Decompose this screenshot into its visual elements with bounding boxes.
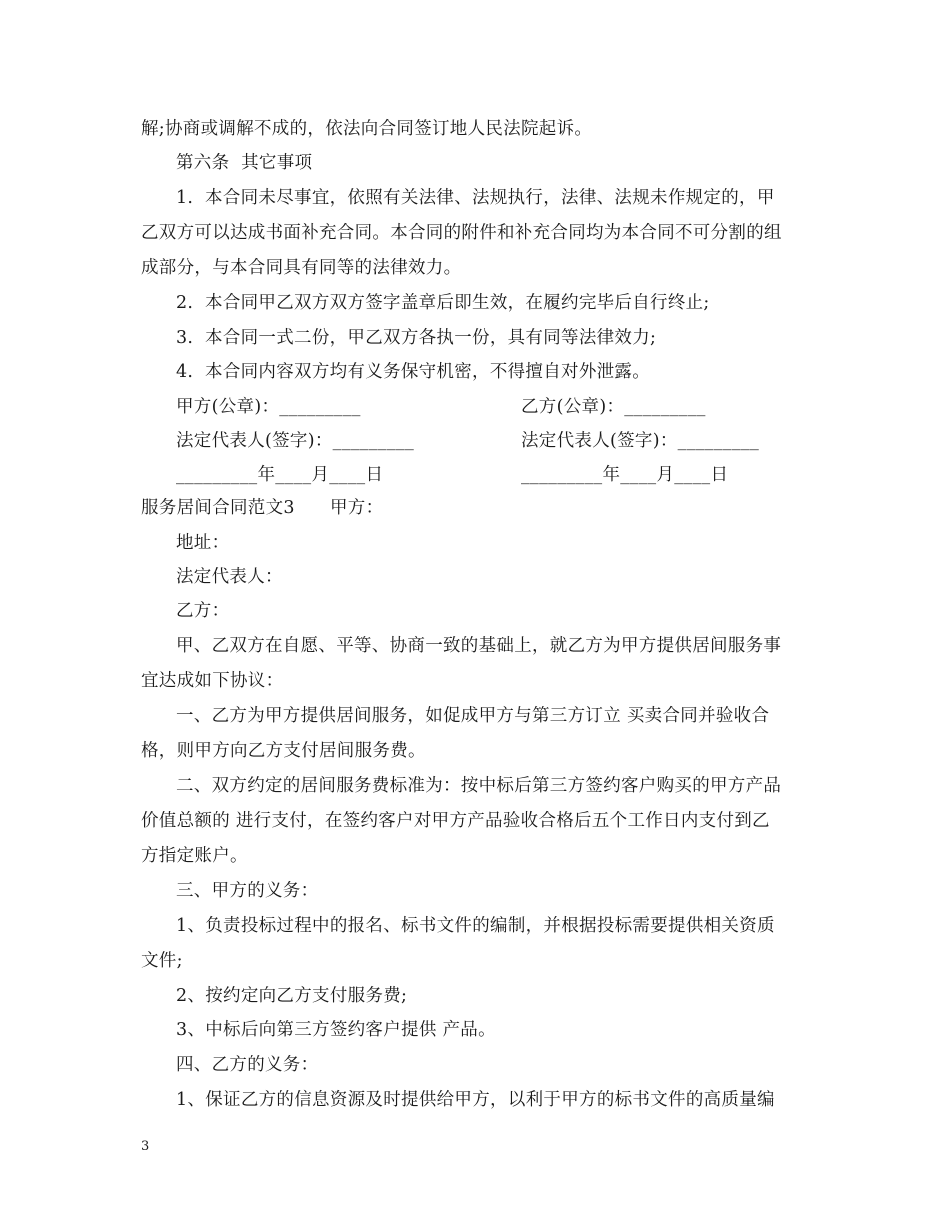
text-line: 文件; bbox=[141, 951, 183, 971]
text-line: 1. 本合同未尽事宜，依照有关法律、法规执行，法律、法规未作规定的，甲 bbox=[176, 188, 775, 208]
text-line: 1、保证乙方的信息资源及时提供给甲方，以利于甲方的标书文件的高质量编 bbox=[176, 1090, 775, 1110]
text-line: 甲、乙双方在自愿、平等、协商一致的基础上，就乙方为甲方提供居间服务事 bbox=[176, 636, 782, 656]
text-line: 地址： bbox=[176, 533, 230, 553]
contract-title-line: 服务居间合同范文3 甲方： bbox=[141, 498, 384, 518]
text-line: 价值总额的 进行支付，在签约客户对甲方产品验收合格后五个工作日内支付到乙 bbox=[141, 811, 770, 831]
page-number: 3 bbox=[141, 1139, 150, 1154]
party-b-date-line: _________年____月____日 bbox=[521, 465, 729, 485]
text-line: 解;协商或调解不成的，依法向合同签订地人民法院起诉。 bbox=[141, 119, 593, 139]
text-line: 1、负责投标过程中的报名、标书文件的编制，并根据投标需要提供相关资质 bbox=[176, 916, 775, 936]
party-a-seal-line: 甲方(公章)：_________ bbox=[176, 397, 361, 417]
party-b-representative-line: 法定代表人(签字)：_________ bbox=[521, 431, 760, 451]
text-line: 成部分，与本合同具有同等的法律效力。 bbox=[141, 258, 462, 278]
text-line: 一、乙方为甲方提供居间服务，如促成甲方与第三方订立 买卖合同并验收合 bbox=[176, 706, 770, 726]
text-line: 2、按约定向乙方支付服务费; bbox=[176, 986, 408, 1006]
party-a-representative-line: 法定代表人(签字)：_________ bbox=[176, 431, 415, 451]
text-line: 二、双方约定的居间服务费标准为：按中标后第三方签约客户购买的甲方产品 bbox=[176, 776, 782, 796]
text-line: 2. 本合同甲乙双方双方签字盖章后即生效，在履约完毕后自行终止; bbox=[176, 293, 710, 313]
text-line: 3. 本合同一式二份，甲乙双方各执一份，具有同等法律效力; bbox=[176, 328, 657, 348]
text-line: 格，则甲方向乙方支付居间服务费。 bbox=[141, 741, 426, 761]
party-b-seal-line: 乙方(公章)：_________ bbox=[521, 397, 706, 417]
text-line: 乙方： bbox=[176, 601, 230, 621]
text-line: 3、中标后向第三方签约客户提供 产品。 bbox=[176, 1020, 496, 1040]
text-line: 法定代表人： bbox=[176, 567, 283, 587]
section-heading: 三、甲方的义务： bbox=[176, 881, 319, 901]
text-line: 4. 本合同内容双方均有义务保守机密，不得擅自对外泄露。 bbox=[176, 362, 651, 382]
text-line: 乙双方可以达成书面补充合同。本合同的附件和补充合同均为本合同不可分割的组 bbox=[141, 223, 782, 243]
party-a-date-line: _________年____月____日 bbox=[176, 465, 384, 485]
text-line: 宜达成如下协议： bbox=[141, 671, 284, 691]
text-line: 方指定账户。 bbox=[141, 846, 248, 866]
section-heading: 第六条 其它事项 bbox=[176, 153, 313, 173]
section-heading: 四、乙方的义务： bbox=[176, 1055, 319, 1075]
